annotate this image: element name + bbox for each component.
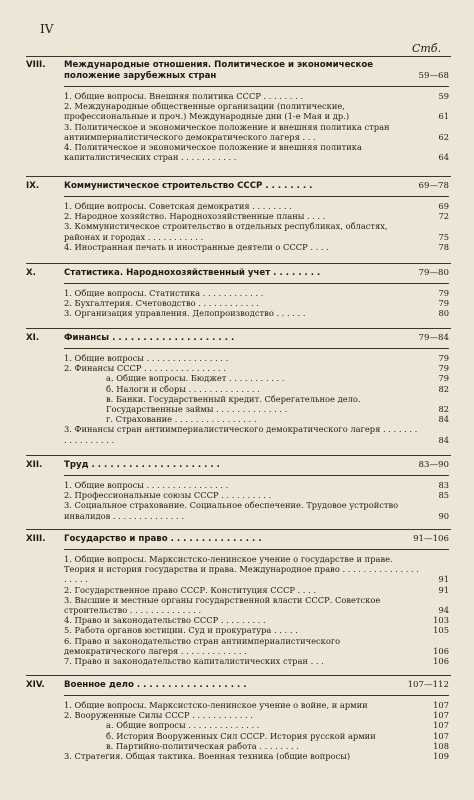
- entry-label: 1. Общие вопросы. Статистика . . . . . . . . . . . .: [64, 288, 264, 298]
- entry-page: 103: [433, 615, 449, 626]
- entry-label: 1. Общие вопросы. Марксистско-ленинское учение о войне, и армии: [64, 700, 368, 710]
- toc-entry: [64, 615, 449, 625]
- section-heading: [26, 460, 449, 476]
- section-heading: [26, 534, 449, 550]
- section-title: Международные отношения. Политическое и экономическое положение зарубежных стран: [64, 60, 374, 81]
- entry-page: 78: [438, 241, 449, 252]
- toc-entry: [64, 373, 449, 383]
- column-header: Стб.: [411, 42, 441, 55]
- entry-label: 4. Иностранная печать и иностранные деятели о СССР . . . .: [64, 241, 329, 252]
- section-number: X.: [26, 268, 36, 278]
- section-pages: 79—80: [418, 268, 449, 278]
- entry-label: г. Страхование . . . . . . . . . . . . . . . .: [106, 414, 257, 425]
- entry-label: б. Налоги и сборы . . . . . . . . . . . . . .: [106, 383, 260, 394]
- toc-entry: [64, 288, 449, 298]
- section-heading: [26, 60, 449, 87]
- entry-label: 1. Общие вопросы. Марксистско-ленинское учение о государстве и праве. Теория и история государства и права. Международное право . . . . . . . . . . . . . . . . . . . .: [64, 554, 419, 585]
- entry-page: 107: [433, 700, 449, 710]
- entry-page: 91: [438, 584, 449, 595]
- entry-page: 79: [438, 288, 449, 298]
- entry-page: 64: [438, 152, 449, 163]
- section-divider: [26, 455, 451, 456]
- toc-entry: [64, 700, 449, 710]
- entry-label: 7. Право и законодательство капиталистических стран . . .: [64, 656, 324, 667]
- entry-page: 59: [438, 91, 449, 101]
- section-title: Статистика. Народнохозяйственный учет . . . . . . . .: [64, 268, 321, 278]
- section-divider: [26, 263, 451, 264]
- entry-page: 79: [438, 353, 449, 363]
- toc-entry: [64, 636, 449, 656]
- entry-page: 83: [438, 480, 449, 490]
- entry-label: 3. Политическое и экономическое положение и внешняя политика стран антиимпериалистического демократического лагеря . . .: [64, 121, 390, 142]
- toc-entry: [64, 731, 449, 741]
- entry-label: а. Общие вопросы . . . . . . . . . . . . . .: [106, 720, 260, 731]
- entry-page: 90: [438, 510, 449, 521]
- entry-page: 94: [438, 605, 449, 616]
- entry-label: 2. Бухгалтерия. Счетоводство . . . . . . . . . . . .: [64, 298, 259, 309]
- top-rule: [26, 56, 451, 57]
- toc-section: [26, 460, 449, 521]
- entry-page: 72: [438, 211, 449, 222]
- entry-page: 91: [438, 574, 449, 585]
- entry-label: б. История Вооруженных Сил СССР. История русской армии: [106, 730, 376, 741]
- toc-entry: [64, 384, 449, 394]
- entry-page: 61: [438, 111, 449, 122]
- toc-entry: [64, 353, 449, 363]
- toc-entry: [64, 101, 449, 121]
- toc-entry: [64, 500, 449, 520]
- toc-entry: [64, 480, 449, 490]
- section-pages: 107—112: [407, 680, 449, 690]
- entry-label: 3. Коммунистическое строительство в отдельных республиках, областях, районах и городах . . . . . . . . . . .: [64, 221, 388, 242]
- entry-label: 1. Общие вопросы. Внешняя политика СССР . . . . . . . .: [64, 91, 304, 101]
- toc-entry: [64, 751, 449, 761]
- section-divider: [26, 529, 451, 530]
- entry-label: 1. Общие вопросы. Советская демократия . . . . . . . .: [64, 201, 292, 211]
- toc-section: [26, 60, 449, 163]
- entry-page: 75: [438, 231, 449, 242]
- entry-label: 3. Социальное страхование. Социальное обеспечение. Трудовое устройство инвалидов . . . . . . . . . . . . . .: [64, 500, 399, 521]
- entry-page: 79: [438, 298, 449, 309]
- toc-entry: [64, 221, 449, 241]
- toc-entry: [64, 710, 449, 720]
- toc-entry: [64, 308, 449, 318]
- entry-label: 2. Финансы СССР . . . . . . . . . . . . . . . .: [64, 363, 226, 374]
- section-number: XI.: [26, 333, 40, 343]
- toc-entry: [64, 424, 449, 444]
- toc-entry: [64, 91, 449, 101]
- entry-page: 107: [433, 730, 449, 741]
- entry-label: 1. Общие вопросы . . . . . . . . . . . . . . . .: [64, 353, 229, 363]
- section-pages: 91—106: [413, 534, 449, 544]
- entry-page: 69: [438, 201, 449, 211]
- section-pages: 83—90: [418, 460, 449, 470]
- toc-entry: [64, 298, 449, 308]
- toc-section: [26, 268, 449, 319]
- toc-section: [26, 333, 449, 445]
- entry-label: 6. Право и законодательство стран антиимпериалистического демократического лагеря . . . . . . . . . . . . .: [64, 635, 341, 656]
- toc-entry: [64, 656, 449, 666]
- entry-page: 106: [433, 656, 449, 667]
- entry-page: 62: [438, 131, 449, 142]
- entry-page: 107: [433, 710, 449, 721]
- entry-label: в. Партийно-политическая работа . . . . . . . .: [106, 740, 299, 751]
- page-number: IV: [40, 22, 54, 36]
- toc-entry: [64, 554, 449, 585]
- entry-label: 3. Высшие и местные органы государственной власти СССР. Советское строительство . . . . . . . . . . . . . .: [64, 594, 381, 616]
- section-title: Военное дело . . . . . . . . . . . . . . . . . .: [64, 680, 247, 690]
- toc-entry: [64, 595, 449, 615]
- entry-page: 82: [438, 383, 449, 394]
- section-title: Коммунистическое строительство СССР . . . . . . . .: [64, 181, 313, 191]
- entry-page: 84: [438, 434, 449, 445]
- entry-label: в. Банки. Государственный кредит. Сберегательное дело. Государственные займы . . . . . . . . . . . . . .: [106, 393, 361, 415]
- toc-entry: [64, 585, 449, 595]
- section-heading: [26, 181, 449, 197]
- toc-entry: [64, 490, 449, 500]
- toc-section: [26, 534, 449, 667]
- section-heading: [26, 680, 449, 696]
- entry-label: 5. Работа органов юстиции. Суд и прокуратура . . . . .: [64, 625, 298, 636]
- entry-label: 3. Организация управления. Делопроизводство . . . . . .: [64, 308, 306, 319]
- toc-entry: [64, 625, 449, 635]
- section-number: XIV.: [26, 680, 45, 690]
- entry-page: 82: [438, 404, 449, 415]
- entry-page: 80: [438, 308, 449, 319]
- entry-page: 107: [433, 720, 449, 731]
- entry-page: 108: [433, 740, 449, 751]
- entry-label: 4. Политическое и экономическое положение и внешняя политика капиталистических стран . . . . . . . . . . .: [64, 142, 362, 163]
- toc-entry: [64, 201, 449, 211]
- section-number: XII.: [26, 460, 43, 470]
- entry-label: 3. Стратегия. Общая тактика. Военная техника (общие вопросы): [64, 751, 351, 762]
- toc-entry: [64, 122, 449, 142]
- toc-entry: [64, 363, 449, 373]
- toc-entry: [64, 242, 449, 252]
- section-pages: 69—78: [418, 181, 449, 191]
- section-number: VIII.: [26, 60, 46, 70]
- entry-page: 79: [438, 373, 449, 384]
- toc-entry: [64, 211, 449, 221]
- toc-entry: [64, 394, 449, 414]
- entry-label: 2. Вооруженные Силы СССР . . . . . . . . . . . .: [64, 710, 253, 721]
- toc-section: [26, 680, 449, 762]
- section-divider: [26, 176, 451, 177]
- entry-label: 1. Общие вопросы . . . . . . . . . . . . . . . .: [64, 480, 229, 490]
- toc-entry: [64, 720, 449, 730]
- section-divider: [26, 675, 451, 676]
- section-heading: [26, 333, 449, 349]
- entry-page: 85: [438, 490, 449, 501]
- toc-section: [26, 181, 449, 252]
- entry-page: 105: [433, 625, 449, 636]
- entry-label: 2. Народное хозяйство. Народнохозяйственные планы . . . .: [64, 211, 326, 222]
- toc-entry: [64, 414, 449, 424]
- entry-page: 79: [438, 363, 449, 374]
- section-divider: [26, 328, 451, 329]
- entry-page: 109: [433, 751, 449, 762]
- entry-label: 2. Профессиональные союзы СССР . . . . . . . . . .: [64, 490, 272, 501]
- section-heading: [26, 268, 449, 284]
- section-title: Труд . . . . . . . . . . . . . . . . . . . . .: [64, 460, 220, 470]
- section-number: IX.: [26, 181, 40, 191]
- section-title: Государство и право . . . . . . . . . . . . . . .: [64, 534, 262, 544]
- toc-entry: [64, 741, 449, 751]
- section-title: Финансы . . . . . . . . . . . . . . . . . . . .: [64, 333, 235, 343]
- entry-page: 106: [433, 645, 449, 656]
- toc-entry: [64, 142, 449, 162]
- entry-label: а. Общие вопросы. Бюджет . . . . . . . . . . .: [106, 373, 285, 384]
- entry-label: 2. Международные общественные организации (политические, профессиональные и проч.) Международные дни (1-е Мая и др.): [64, 101, 350, 122]
- section-pages: 59—68: [418, 71, 449, 81]
- section-number: XIII.: [26, 534, 46, 544]
- section-pages: 79—84: [418, 333, 449, 343]
- entry-label: 4. Право и законодательство СССР . . . . . . . . .: [64, 615, 266, 626]
- entry-label: 2. Государственное право СССР. Конституция СССР . . . .: [64, 584, 316, 595]
- entry-label: 3. Финансы стран антиимпериалистического демократического лагеря . . . . . . . . . . . . . . . . .: [64, 424, 418, 445]
- entry-page: 84: [438, 414, 449, 425]
